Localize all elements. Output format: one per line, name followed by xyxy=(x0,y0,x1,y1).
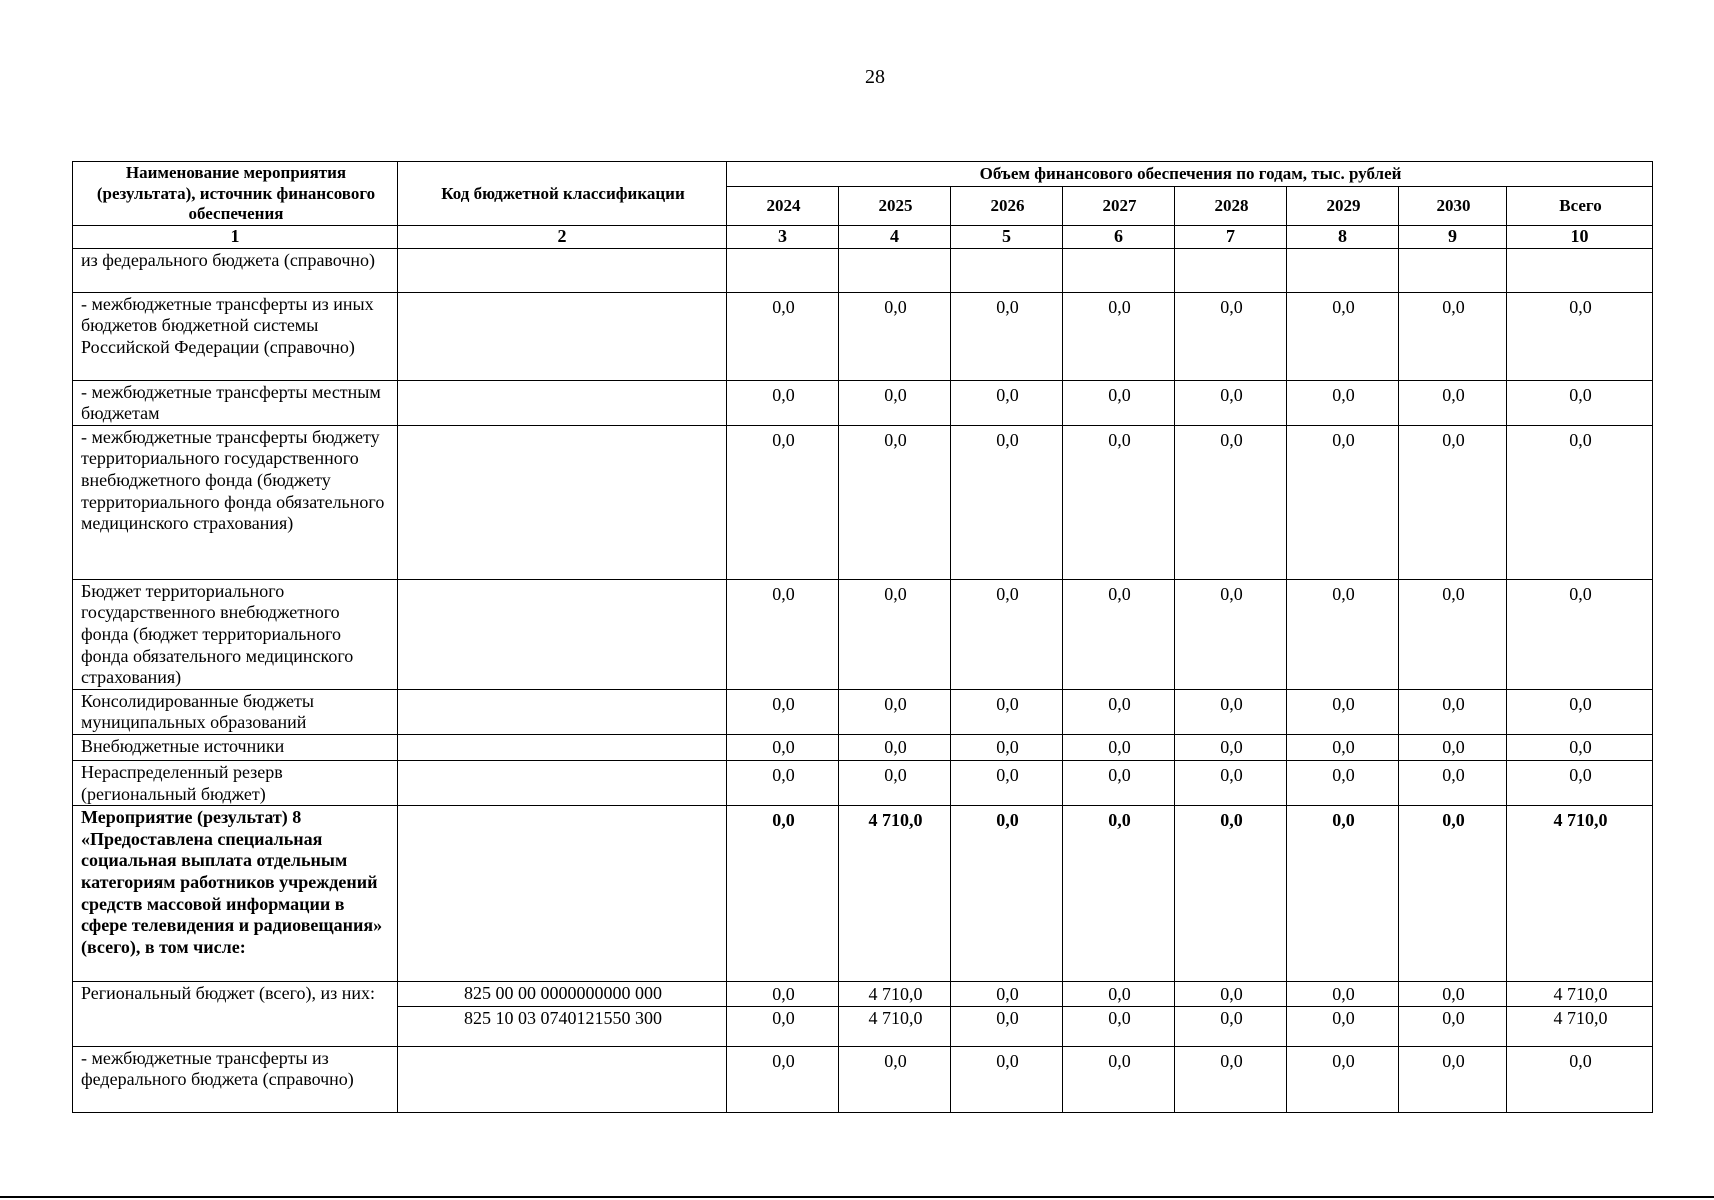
cell-value: 0,0 xyxy=(1287,425,1399,579)
cell-value: 0,0 xyxy=(1507,760,1653,805)
column-number: 6 xyxy=(1063,226,1175,249)
header-volume: Объем финансового обеспечения по годам, тыс. рублей xyxy=(727,162,1653,187)
cell-value: 0,0 xyxy=(951,734,1063,760)
row-code xyxy=(398,734,727,760)
cell-value: 0,0 xyxy=(1063,734,1175,760)
table-row xyxy=(73,292,1653,380)
cell-value: 0,0 xyxy=(1507,380,1653,425)
cell-value: 0,0 xyxy=(839,734,951,760)
cell-value: 4 710,0 xyxy=(1507,1006,1653,1046)
header-year: 2026 xyxy=(951,186,1063,225)
cell-value: 0,0 xyxy=(727,425,839,579)
column-number: 7 xyxy=(1175,226,1287,249)
row-code: 825 10 03 0740121550 300 xyxy=(398,1006,727,1046)
column-number: 5 xyxy=(951,226,1063,249)
cell-value: 0,0 xyxy=(1063,806,1175,982)
page-bottom-edge xyxy=(0,1196,1714,1198)
cell-value: 0,0 xyxy=(1175,806,1287,982)
cell-value: 0,0 xyxy=(839,425,951,579)
cell-value: 0,0 xyxy=(1399,1046,1507,1112)
cell-value: 0,0 xyxy=(1287,689,1399,734)
table-row xyxy=(73,579,1653,689)
row-name: - межбюджетные трансферты бюджету территориального государственного внебюджетного фонда (бюджету территориального фонда обязательного медицинского страхования) xyxy=(73,425,398,579)
cell-value: 0,0 xyxy=(1507,425,1653,579)
column-number: 2 xyxy=(398,226,727,249)
cell-value: 0,0 xyxy=(1063,760,1175,805)
cell-value xyxy=(1063,248,1175,292)
column-number: 1 xyxy=(73,226,398,249)
cell-value: 0,0 xyxy=(839,292,951,380)
cell-value: 0,0 xyxy=(839,760,951,805)
row-code xyxy=(398,292,727,380)
cell-value: 0,0 xyxy=(727,579,839,689)
table-row xyxy=(73,689,1653,734)
cell-value: 0,0 xyxy=(1287,760,1399,805)
cell-value xyxy=(1507,248,1653,292)
cell-value: 0,0 xyxy=(951,380,1063,425)
cell-value: 0,0 xyxy=(951,292,1063,380)
cell-value: 0,0 xyxy=(1063,689,1175,734)
cell-value: 0,0 xyxy=(1175,292,1287,380)
cell-value: 0,0 xyxy=(1287,1046,1399,1112)
cell-value: 0,0 xyxy=(727,689,839,734)
row-code xyxy=(398,248,727,292)
cell-value: 0,0 xyxy=(1399,425,1507,579)
table-body xyxy=(73,248,1653,1112)
cell-value: 0,0 xyxy=(727,1046,839,1112)
row-code xyxy=(398,689,727,734)
table-row xyxy=(73,380,1653,425)
cell-value: 4 710,0 xyxy=(1507,982,1653,1007)
table-row xyxy=(73,248,1653,292)
row-name: - межбюджетные трансферты местным бюджетам xyxy=(73,380,398,425)
header-year: 2029 xyxy=(1287,186,1399,225)
cell-value: 0,0 xyxy=(1399,760,1507,805)
cell-value: 0,0 xyxy=(1063,1046,1175,1112)
row-code xyxy=(398,760,727,805)
row-code xyxy=(398,1046,727,1112)
cell-value: 0,0 xyxy=(951,579,1063,689)
header-code: Код бюджетной классификации xyxy=(398,162,727,226)
column-number: 10 xyxy=(1507,226,1653,249)
row-code xyxy=(398,579,727,689)
cell-value: 0,0 xyxy=(1287,1006,1399,1046)
cell-value xyxy=(951,248,1063,292)
cell-value: 0,0 xyxy=(839,689,951,734)
row-name: из федерального бюджета (справочно) xyxy=(73,248,398,292)
cell-value: 0,0 xyxy=(839,380,951,425)
cell-value xyxy=(727,248,839,292)
cell-value: 4 710,0 xyxy=(1507,806,1653,982)
table-row-event xyxy=(73,806,1653,982)
cell-value: 0,0 xyxy=(1175,734,1287,760)
cell-value: 0,0 xyxy=(1063,982,1175,1007)
table-row xyxy=(73,425,1653,579)
cell-value xyxy=(1175,248,1287,292)
cell-value: 0,0 xyxy=(727,292,839,380)
cell-value: 0,0 xyxy=(951,982,1063,1007)
header-year: 2030 xyxy=(1399,186,1507,225)
cell-value: 0,0 xyxy=(1399,689,1507,734)
cell-value: 0,0 xyxy=(1399,806,1507,982)
table-row xyxy=(73,734,1653,760)
cell-value: 0,0 xyxy=(1287,579,1399,689)
cell-value: 0,0 xyxy=(951,806,1063,982)
cell-value: 0,0 xyxy=(1399,579,1507,689)
cell-value: 0,0 xyxy=(727,760,839,805)
cell-value: 0,0 xyxy=(1175,579,1287,689)
row-code xyxy=(398,806,727,982)
table-row xyxy=(73,1046,1653,1112)
row-name: Региональный бюджет (всего), из них: xyxy=(73,982,398,1047)
table-row xyxy=(73,982,1653,1007)
header-year: 2024 xyxy=(727,186,839,225)
cell-value: 0,0 xyxy=(1507,1046,1653,1112)
cell-value: 0,0 xyxy=(839,579,951,689)
cell-value: 0,0 xyxy=(1063,1006,1175,1046)
header-year: 2027 xyxy=(1063,186,1175,225)
cell-value: 0,0 xyxy=(1399,734,1507,760)
row-name: - межбюджетные трансферты из иных бюджетов бюджетной системы Российской Федерации (справочно) xyxy=(73,292,398,380)
cell-value: 0,0 xyxy=(1063,579,1175,689)
cell-value: 0,0 xyxy=(1507,292,1653,380)
cell-value: 0,0 xyxy=(951,760,1063,805)
column-numbers-row xyxy=(73,226,1653,249)
cell-value: 0,0 xyxy=(1399,1006,1507,1046)
cell-value: 0,0 xyxy=(1175,425,1287,579)
row-code xyxy=(398,380,727,425)
cell-value: 0,0 xyxy=(1175,760,1287,805)
table-header xyxy=(73,162,1653,249)
cell-value xyxy=(1399,248,1507,292)
row-name: Консолидированные бюджеты муниципальных образований xyxy=(73,689,398,734)
cell-value: 0,0 xyxy=(727,982,839,1007)
row-name: Внебюджетные источники xyxy=(73,734,398,760)
cell-value: 0,0 xyxy=(727,1006,839,1046)
row-code: 825 00 00 0000000000 000 xyxy=(398,982,727,1007)
header-year: 2028 xyxy=(1175,186,1287,225)
cell-value: 0,0 xyxy=(951,689,1063,734)
row-name: - межбюджетные трансферты из федерального бюджета (справочно) xyxy=(73,1046,398,1112)
column-number: 9 xyxy=(1399,226,1507,249)
cell-value: 0,0 xyxy=(1507,689,1653,734)
cell-value: 0,0 xyxy=(1063,380,1175,425)
cell-value: 0,0 xyxy=(951,425,1063,579)
cell-value: 0,0 xyxy=(727,380,839,425)
cell-value: 0,0 xyxy=(727,734,839,760)
row-name: Мероприятие (результат) 8 «Предоставлена специальная социальная выплата отдельным категориям работников учреждений средств массовой информации в сфере телевидения и радиовещания» (всего), в том числе: xyxy=(73,806,398,982)
cell-value: 0,0 xyxy=(1175,1006,1287,1046)
row-name: Бюджет территориального государственного внебюджетного фонда (бюджет территориального фонда обязательного медицинского страхования) xyxy=(73,579,398,689)
cell-value: 4 710,0 xyxy=(839,806,951,982)
cell-value: 0,0 xyxy=(1399,982,1507,1007)
cell-value: 0,0 xyxy=(1287,292,1399,380)
column-number: 3 xyxy=(727,226,839,249)
cell-value: 0,0 xyxy=(1063,292,1175,380)
header-name: Наименование мероприятия (результата), источник финансового обеспечения xyxy=(73,162,398,226)
header-year: 2025 xyxy=(839,186,951,225)
cell-value: 0,0 xyxy=(1507,579,1653,689)
cell-value: 0,0 xyxy=(839,1046,951,1112)
cell-value: 0,0 xyxy=(1507,734,1653,760)
table-row xyxy=(73,760,1653,805)
cell-value: 4 710,0 xyxy=(839,1006,951,1046)
cell-value: 0,0 xyxy=(1287,982,1399,1007)
cell-value: 0,0 xyxy=(1175,689,1287,734)
cell-value: 0,0 xyxy=(1287,380,1399,425)
row-name: Нераспределенный резерв (региональный бюджет) xyxy=(73,760,398,805)
cell-value: 0,0 xyxy=(1287,806,1399,982)
cell-value: 4 710,0 xyxy=(839,982,951,1007)
cell-value: 0,0 xyxy=(727,806,839,982)
cell-value xyxy=(839,248,951,292)
column-number: 8 xyxy=(1287,226,1399,249)
financing-table xyxy=(72,161,1653,1113)
cell-value: 0,0 xyxy=(1399,380,1507,425)
row-code xyxy=(398,425,727,579)
cell-value: 0,0 xyxy=(1399,292,1507,380)
header-total: Всего xyxy=(1507,186,1653,225)
cell-value: 0,0 xyxy=(951,1006,1063,1046)
column-number: 4 xyxy=(839,226,951,249)
cell-value: 0,0 xyxy=(1287,734,1399,760)
cell-value: 0,0 xyxy=(1175,1046,1287,1112)
cell-value: 0,0 xyxy=(1063,425,1175,579)
cell-value xyxy=(1287,248,1399,292)
cell-value: 0,0 xyxy=(1175,380,1287,425)
cell-value: 0,0 xyxy=(1175,982,1287,1007)
page-number: 28 xyxy=(865,66,885,88)
cell-value: 0,0 xyxy=(951,1046,1063,1112)
